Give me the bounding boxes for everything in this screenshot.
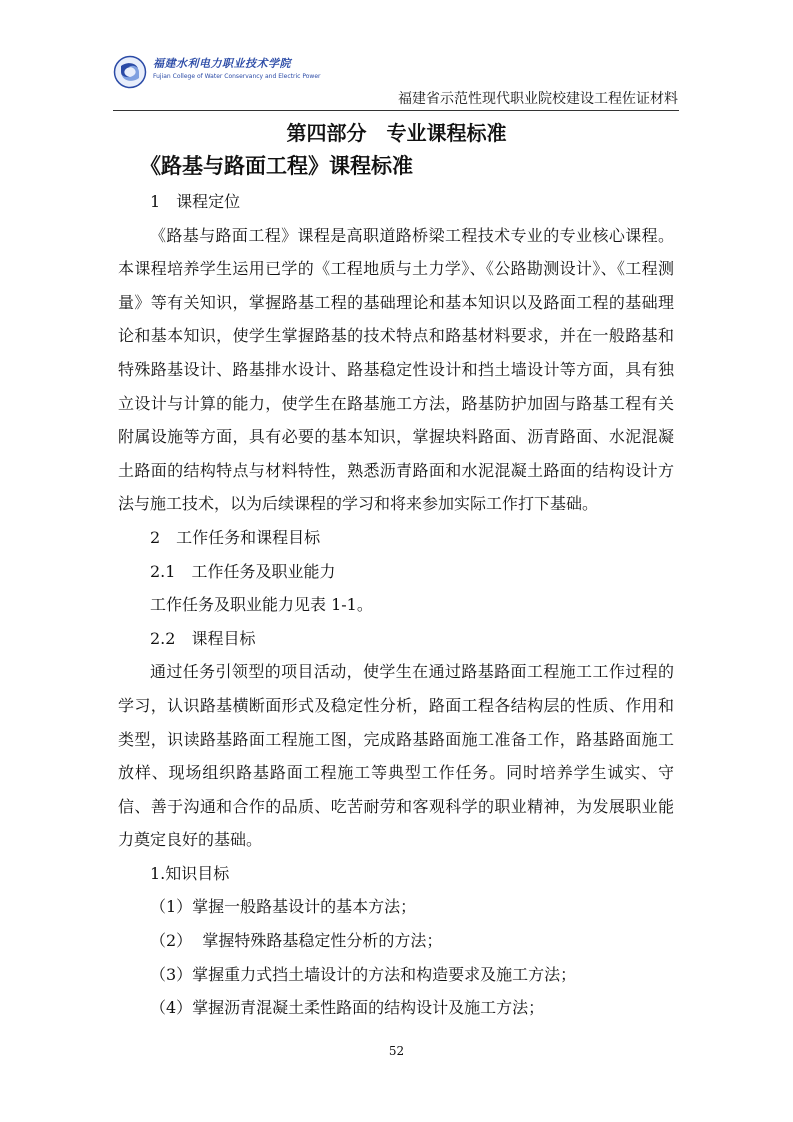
header-title: 福建省示范性现代职业院校建设工程佐证材料 <box>398 91 678 107</box>
college-logo <box>113 52 321 92</box>
college-english-name: Fujian College of Water Conservancy and Electric Power <box>153 73 321 80</box>
paragraph-table-reference: 工作任务及职业能力见表 1-1。 <box>150 595 373 615</box>
section-heading-2-1: 2.1 工作任务及职业能力 <box>150 561 336 581</box>
college-emblem-icon <box>113 55 147 89</box>
section-heading-1: 1 课程定位 <box>150 192 241 211</box>
section-heading-2: 2 工作任务和课程目标 <box>150 527 321 547</box>
list-item: （1）掌握一般路基设计的基本方法； <box>150 897 417 917</box>
page-number: 52 <box>388 1044 405 1058</box>
list-item: （3）掌握重力式挡土墙设计的方法和构造要求及施工方法； <box>150 964 577 984</box>
document-body <box>118 185 674 1025</box>
knowledge-objectives-heading: 1.知识目标 <box>150 863 230 883</box>
section-heading-2-2: 2.2 课程目标 <box>150 628 256 648</box>
list-item: （2） 掌握特殊路基稳定性分析的方法； <box>150 931 443 951</box>
header-divider <box>113 110 679 111</box>
paragraph-course-positioning: 《路基与路面工程》课程是高职道路桥梁工程技术专业的专业核心课程。 本课程培养学生运用已学的《工程地质与土力学》、《公路勘测设计》、《工程测量》等有关知识，掌握路基工程的基础理论和基本知识以及路面工程的基础理论和基本知识，使学生掌握路基的技术特点和路基材料要求，并在一般路基和特殊路基设计、路基排水设计、路基稳定性设计和挡土墙设计等方面，具有独立设计与计算的能力，使学生在路基施工方法，路基防护加固与路基工程有关附属设施等方面，具有必要的基本知识，掌握块料路面、沥青路面、水泥混凝土路面的结构特点与材料特性，熟悉沥青路面和水泥混凝土路面的结构设计方法与施工技术，以为后续课程的学习和将来参加实际工作打下基础。 <box>118 225 674 514</box>
college-name-logo-text: 福建水利电力职业技术学院 <box>153 57 291 70</box>
course-title: 《路基与路面工程》课程标准 <box>140 154 413 178</box>
part-title: 第四部分 专业课程标准 <box>286 121 507 145</box>
list-item: （4）掌握沥青混凝土柔性路面的结构设计及施工方法； <box>150 998 545 1018</box>
paragraph-course-objectives: 通过任务引领型的项目活动，使学生在通过路基路面工程施工工作过程的学习，认识路基横断面形式及稳定性分析，路面工程各结构层的性质、作用和类型，识读路基路面工程施工图，完成路基路面施工准备工作，路基路面施工放样、现场组织路基路面工程施工等典型工作任务。同时培养学生诚实、守信、善于沟通和合作的品质、吃苦耐劳和客观科学的职业精神，为发展职业能力奠定良好的基础。 <box>118 662 674 850</box>
